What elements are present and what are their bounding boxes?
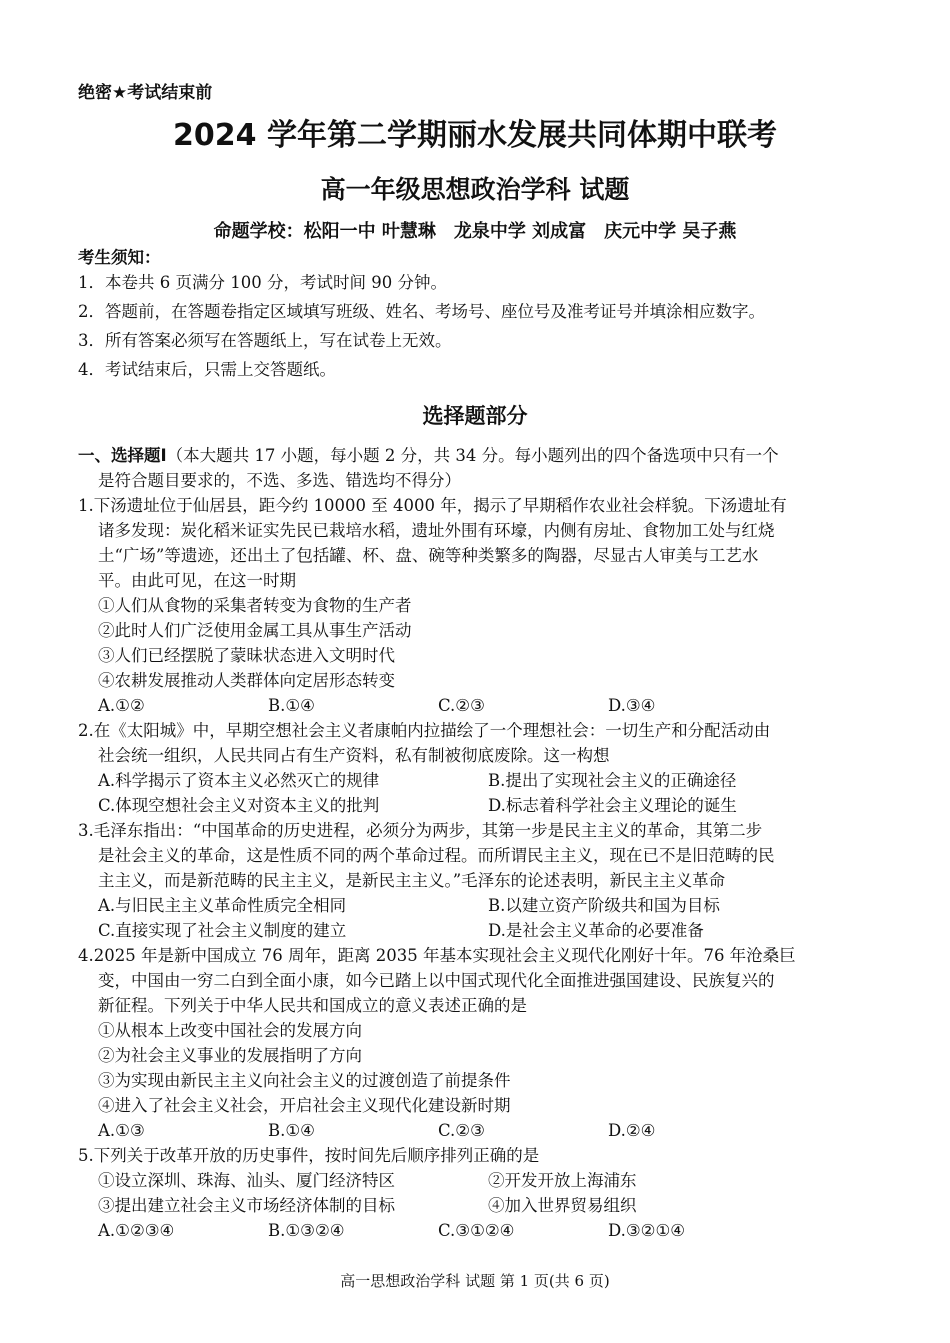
statement-pair — [78, 1193, 878, 1218]
part1-header — [78, 443, 878, 468]
section-title: 选择题部分 — [422, 404, 528, 428]
answer-options — [78, 693, 878, 718]
statement-item: ④加入世界贸易组织 — [488, 1196, 637, 1215]
part1-desc: （本大题共 17 小题，每小题 2 分，共 34 分。每小题列出的四个备选项中只有一个 — [166, 446, 779, 465]
option-d[interactable]: D.②④ — [608, 1121, 656, 1140]
statement-item: ①设立深圳、珠海、汕头、厦门经济特区 — [98, 1171, 395, 1190]
question-stem: 1.下汤遗址位于仙居县，距今约 10000 至 4000 年，揭示了早期稻作农业社会样貌。下汤遗址有 — [78, 496, 787, 515]
question-stem: 2.在《太阳城》中，早期空想社会主义者康帕内拉描绘了一个理想社会：一切生产和分配活动由 — [78, 721, 771, 740]
option-c[interactable]: C.③①②④ — [438, 1221, 515, 1240]
statement-item: ③人们已经摆脱了蒙昧状态进入文明时代 — [98, 646, 395, 665]
option-c[interactable]: C.②③ — [438, 696, 485, 715]
page-footer: 高一思想政治学科 试题 第 1 页(共 6 页) — [340, 1272, 610, 1290]
notice-item: 1．本卷共 6 页满分 100 分，考试时间 90 分钟。 — [78, 273, 447, 292]
answer-options — [78, 768, 878, 793]
option-a[interactable]: A.①③ — [98, 1121, 145, 1140]
option-d[interactable]: D.③②①④ — [608, 1221, 686, 1240]
statement-item: ③提出建立社会主义市场经济体制的目标 — [98, 1196, 395, 1215]
statement-item: ②此时人们广泛使用金属工具从事生产活动 — [98, 621, 412, 640]
option-a[interactable]: A.①② — [98, 696, 145, 715]
question-1 — [78, 493, 878, 718]
statement-item: ①从根本上改变中国社会的发展方向 — [98, 1021, 362, 1040]
question-4 — [78, 943, 878, 1143]
question-stem: 是社会主义的革命，这是性质不同的两个革命过程。而所谓民主主义，现在已不是旧范畴的民 — [98, 846, 775, 865]
notice-block — [78, 245, 878, 382]
statement-item: ②为社会主义事业的发展指明了方向 — [98, 1046, 362, 1065]
answer-options — [78, 918, 878, 943]
option-d[interactable]: D.是社会主义革命的必要准备 — [488, 921, 704, 940]
answer-options — [78, 1218, 878, 1243]
part1-block — [78, 443, 878, 1243]
question-stem: 诸多发现：炭化稻米证实先民已栽培水稻，遗址外围有环壕，内侧有房址、食物加工处与红烧 — [98, 521, 775, 540]
exam-subtitle: 高一年级思想政治学科 试题 — [320, 175, 630, 204]
option-c[interactable]: C.体现空想社会主义对资本主义的批判 — [98, 796, 380, 815]
question-stem: 5.下列关于改革开放的历史事件，按时间先后顺序排列正确的是 — [78, 1146, 540, 1165]
part1-desc-cont: 是符合题目要求的，不选、多选、错选均不得分） — [98, 471, 461, 490]
option-b[interactable]: B.①④ — [268, 696, 315, 715]
notice-heading: 考生须知： — [78, 248, 161, 267]
question-3 — [78, 818, 878, 943]
option-a[interactable]: A.科学揭示了资本主义必然灭亡的规律 — [98, 771, 380, 790]
question-stem: 变，中国由一穷二白到全面小康，如今已踏上以中国式现代化全面推进强国建设、民族复兴的 — [98, 971, 775, 990]
confidential-label: 绝密★考试结束前 — [78, 83, 213, 103]
question-stem: 主主义，而是新范畴的民主主义，是新民主主义。”毛泽东的论述表明，新民主主义革命 — [98, 871, 726, 890]
option-b[interactable]: B.以建立资产阶级共和国为目标 — [488, 896, 720, 915]
question-5 — [78, 1143, 878, 1243]
notice-item: 4．考试结束后，只需上交答题纸。 — [78, 360, 336, 379]
option-b[interactable]: B.①④ — [268, 1121, 315, 1140]
answer-options — [78, 893, 878, 918]
statement-item: ④农耕发展推动人类群体向定居形态转变 — [98, 671, 395, 690]
option-c[interactable]: C.直接实现了社会主义制度的建立 — [98, 921, 347, 940]
option-c[interactable]: C.②③ — [438, 1121, 485, 1140]
statement-item: ③为实现由新民主主义向社会主义的过渡创造了前提条件 — [98, 1071, 511, 1090]
question-stem: 3.毛泽东指出：“中国革命的历史进程，必须分为两步，其第一步是民主主义的革命，其第二步 — [78, 821, 763, 840]
part1-label: 一、选择题Ⅰ — [78, 446, 167, 465]
option-b[interactable]: B.提出了实现社会主义的正确途径 — [488, 771, 737, 790]
option-a[interactable]: A.①②③④ — [98, 1221, 175, 1240]
option-a[interactable]: A.与旧民主主义革命性质完全相同 — [98, 896, 347, 915]
statement-item: ①人们从食物的采集者转变为食物的生产者 — [98, 596, 412, 615]
option-d[interactable]: D.③④ — [608, 696, 656, 715]
statement-item: ②开发开放上海浦东 — [488, 1171, 637, 1190]
exam-authors: 命题学校：松阳一中 叶慧琳 龙泉中学 刘成富 庆元中学 吴子燕 — [213, 221, 737, 242]
notice-item: 2．答题前，在答题卷指定区域填写班级、姓名、考场号、座位号及准考证号并填涂相应数字。 — [78, 302, 765, 321]
option-d[interactable]: D.标志着科学社会主义理论的诞生 — [488, 796, 737, 815]
question-2 — [78, 718, 878, 818]
statement-pair — [78, 1168, 878, 1193]
question-stem: 社会统一组织，人民共同占有生产资料，私有制被彻底废除。这一构想 — [98, 746, 610, 765]
option-b[interactable]: B.①③②④ — [268, 1221, 345, 1240]
notice-item: 3．所有答案必须写在答题纸上，写在试卷上无效。 — [78, 331, 452, 350]
answer-options — [78, 1118, 878, 1143]
question-stem: 平。由此可见，在这一时期 — [98, 571, 296, 590]
answer-options — [78, 793, 878, 818]
exam-title: 2024 学年第二学期丽水发展共同体期中联考 — [173, 118, 777, 153]
question-stem: 土“广场”等遗迹，还出土了包括罐、杯、盘、碗等种类繁多的陶器，尽显古人审美与工艺水 — [98, 546, 759, 565]
question-stem: 4.2025 年是新中国成立 76 周年，距离 2035 年基本实现社会主义现代化刚好十年。76 年沧桑巨 — [78, 946, 796, 965]
question-stem: 新征程。下列关于中华人民共和国成立的意义表述正确的是 — [98, 996, 527, 1015]
statement-item: ④进入了社会主义社会，开启社会主义现代化建设新时期 — [98, 1096, 511, 1115]
